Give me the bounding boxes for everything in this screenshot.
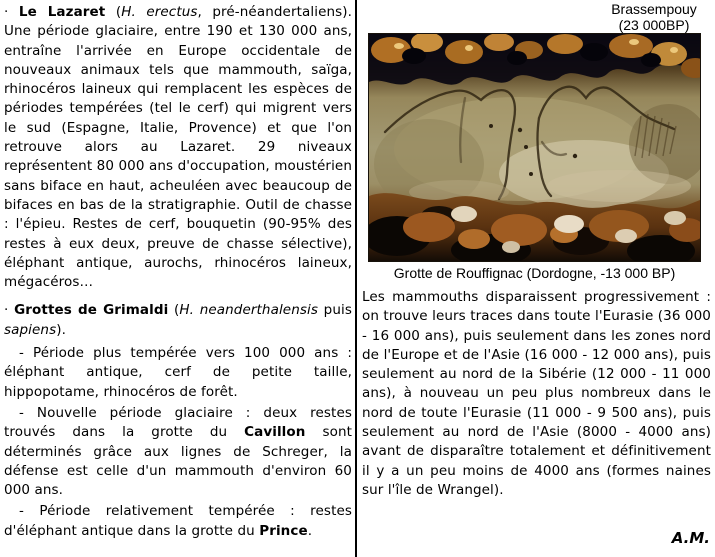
rouffignac-mammoths-illustration	[369, 34, 700, 261]
paragraph-lazaret: · Le Lazaret (H. erectus, pré-néandertaliens). Une période glaciaire, entre 190 et 130 000 ans, entraîne l'arrivée en Europe occidentale de nouveaux animaux tels que mammouth, saïga, rhinocéros laineux qui remplacent les espèces de périodes tempérées (tel le cerf) qui migrent vers le sud (Espagne, Italie, Provence) et que l'on retrouve alors au Lazaret. 29 niveaux représentent 80 000 ans d'occupation, moustérien sans biface en haut, acheuléen avec beaucoup de bifaces en bas de la stratigraphie. Outil de chasse : l'épieu. Restes de cerf, bouquetin (90-95% des restes à eux deux, preuve de chasse sélective), éléphant antique, aurochs, rhinocéros laineux, mégacéros…	[4, 4, 352, 291]
left-column	[4, 3, 352, 555]
figure-label-line1: Brassempouy	[611, 1, 697, 17]
column-divider	[355, 0, 357, 557]
right-column	[362, 0, 715, 557]
author-initials: A.M.	[671, 529, 710, 547]
paragraph-nouvelle-periode-glaciaire: - Nouvelle période glaciaire : deux restes trouvés dans la grotte du Cavillon sont déterminés grâce aux lignes de Schreger, la défense est celle d'un mammouth d'environ 60 000 ans.	[4, 404, 352, 499]
cave-painting-photo	[368, 33, 701, 262]
figure-label-brassempouy	[592, 2, 715, 33]
paragraph-mammouths-disparition: Les mammouths disparaissent progressivement : on trouve leurs traces dans toute l'Eurasie (36 000 - 16 000 ans), puis seulement dans les zones nord de l'Europe et de l'Asie (16 000 - 12 000 ans), puis seulement au nord de la Sibérie (12 000 - 11 000 ans), à nouveau un peu plus nombreux dans le nord de toute l'Eurasie (11 000 - 9 500 ans), puis seulement au nord de l'Asie (8000 - 4000 ans) avant de disparaître totalement et définitivement il y a un peu moins de 4000 ans (formes naines sur l'île de Wrangel).	[362, 289, 711, 498]
photo-caption: Grotte de Rouffignac (Dordogne, -13 000 BP)	[393, 265, 676, 281]
figure-label-line2: (23 000BP)	[618, 16, 690, 33]
paragraph-periode-relativement-temperee: - Période relativement tempérée : restes d'éléphant antique dans la grotte du Prince.	[4, 503, 352, 539]
paragraph-grimaldi: · Grottes de Grimaldi (H. neanderthalensis puis sapiens).	[4, 302, 352, 338]
paragraph-periode-temperee: - Période plus tempérée vers 100 000 ans : éléphant antique, cerf de petite taille, hippopotame, rhinocéros de forêt.	[4, 345, 352, 400]
